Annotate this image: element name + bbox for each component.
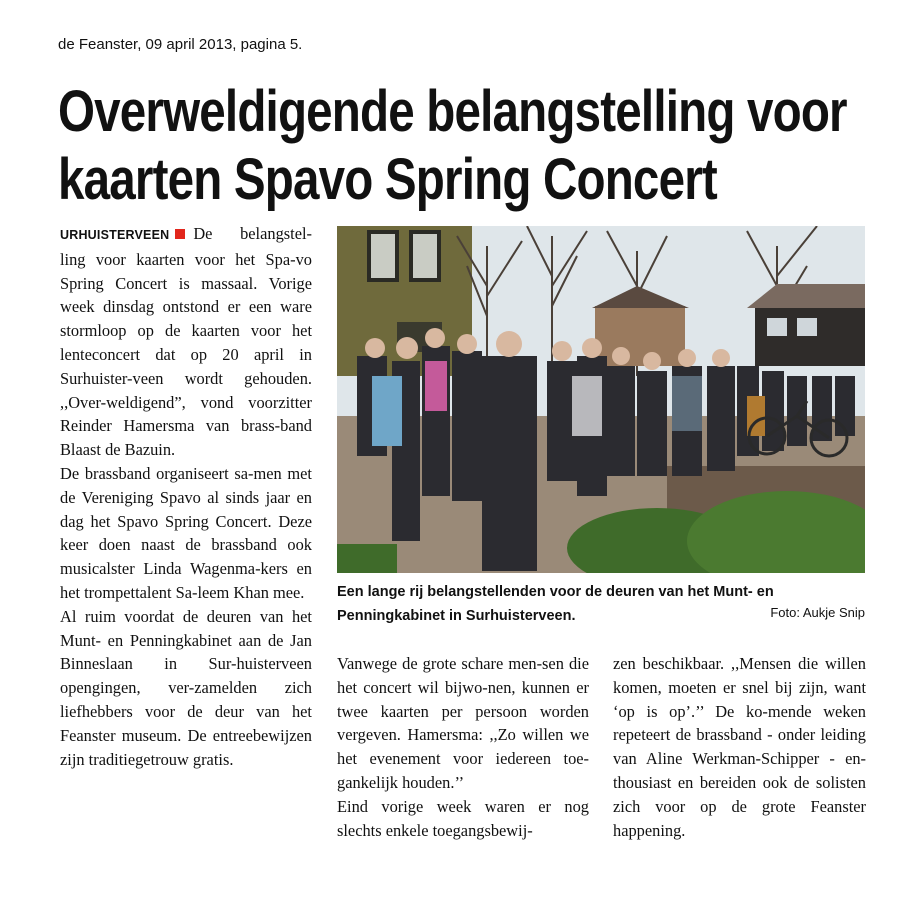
article-column-1 xyxy=(60,222,312,771)
paragraph: Eind vorige week waren er nog slechts enkele toegangsbewij- xyxy=(337,796,589,840)
paragraph-text: De belangstel-ling voor kaarten voor het Spa-vo Spring Concert is massaal. Vorige week dinsdag ontstond er een ware stormloop op de kaarten voor het lenteconcert dat op 20 april in Surhuister-veen wordt gehouden. ,,Over-weldigend”, vond voorzitter Reinder Hamersma van brass-band Blaast de Bazuin. xyxy=(60,224,312,460)
red-square-icon xyxy=(175,229,185,239)
dateline: URHUISTERVEEN xyxy=(60,228,170,242)
news-photo xyxy=(337,226,865,573)
paragraph xyxy=(60,222,312,462)
photo-credit: Foto: Aukje Snip xyxy=(770,605,865,620)
article-column-3 xyxy=(613,652,866,842)
headline-line-1: Overweldigende belangstelling voor xyxy=(58,79,847,144)
paragraph: Vanwege de grote schare men-sen die het concert wil bijwo-nen, kunnen er twee kaarten per persoon worden vergeven. Hamersma: ,,Zo willen we het evenement voor iedereen toe-gankelijk houden.’’ xyxy=(337,654,589,792)
article-column-2 xyxy=(337,652,589,842)
photo-caption: Een lange rij belangstellenden voor de deuren van het Munt- en Penningkabinet in Surhuisterveen. xyxy=(337,584,774,624)
paragraph: zen beschikbaar. ,,Mensen die willen komen, moeten er snel bij zijn, want ‘op is op’.’’ De ko-mende weken repeteert de brassband - onder leiding van Aline Werkman-Schipper - en-thousiast en bereiden ook de solisten zich voor op de grote Feanster happening. xyxy=(613,654,866,840)
headline xyxy=(58,78,847,214)
headline-line-2: kaarten Spavo Spring Concert xyxy=(58,147,717,212)
paragraph: De brassband organiseert sa-men met de Vereniging Spavo al sinds jaar en dag het Spavo Spring Concert. Deze keer doen naast de brassband ook musicalster Linda Wagenma-kers en het trompettalent Sa-leem Khan mee. xyxy=(60,463,312,602)
source-line: de Feanster, 09 april 2013, pagina 5. xyxy=(58,36,303,53)
paragraph: Al ruim voordat de deuren van het Munt- en Penningkabinet aan de Jan Binneslaan in Sur-huisterveen opengingen, ver-zamelden zich liefhebbers voor de deur van het Feanster museum. De entreebewijzen zijn traditiegetrouw gratis. xyxy=(60,606,312,769)
